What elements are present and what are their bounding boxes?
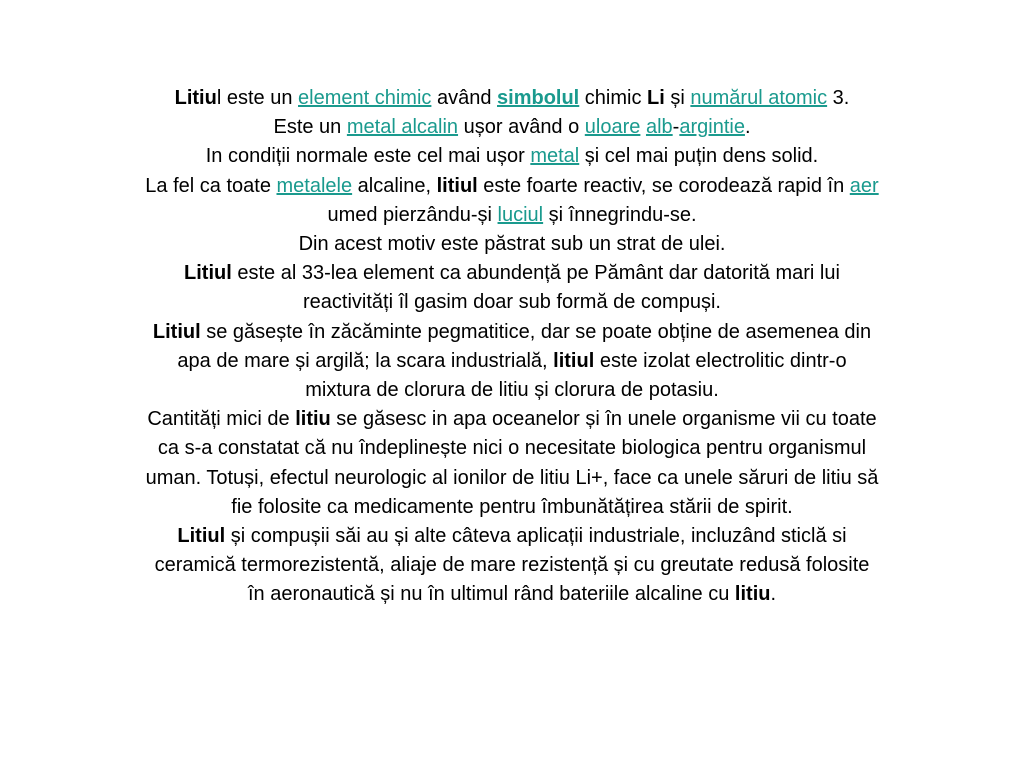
- text-segment: ca s-a constatat că nu îndeplinește nici o necesitate biologica pentru organismul: [157, 437, 867, 460]
- text-segment: ușor având o: [458, 116, 585, 139]
- hyperlink-metal-alcalin[interactable]: metal alcalin: [346, 116, 459, 139]
- hyperlink-metalele[interactable]: metalele: [276, 174, 353, 197]
- text-segment: .: [770, 583, 777, 606]
- bold-term: Litiul: [177, 525, 226, 548]
- bold-term: Li: [647, 87, 665, 109]
- hyperlink-uloare[interactable]: uloare: [584, 116, 641, 139]
- hyperlink-argintie[interactable]: argintie: [679, 116, 745, 139]
- bold-term: Litiul: [184, 262, 232, 285]
- text-segment: este foarte reactiv, se corodează rapid în: [477, 174, 850, 197]
- text-segment: chimic: [579, 87, 648, 109]
- bold-term: litiul: [553, 349, 595, 372]
- text-line: [30, 172, 994, 201]
- hyperlink-element-chimic[interactable]: element chimic: [298, 87, 432, 109]
- text-segment: La fel ca toate: [145, 174, 277, 197]
- text-line: [30, 201, 994, 230]
- bold-term: litiu: [734, 583, 771, 606]
- text-line: [30, 376, 994, 405]
- text-line: [30, 230, 994, 259]
- text-segment: In condiții normale este cel mai ușor: [205, 145, 531, 168]
- text-segment: fie folosite ca medicamente pentru îmbunătățirea stării de spirit.: [231, 495, 793, 518]
- text-segment: uman. Totuși, efectul neurologic al ionilor de litiu Li+, face ca unele săruri de litiu să: [145, 466, 879, 489]
- bold-term: Litiu: [174, 87, 217, 109]
- hyperlink-luciul[interactable]: luciul: [497, 203, 544, 226]
- text-line: [30, 288, 994, 317]
- hyperlink-simbolul[interactable]: simbolul: [497, 87, 580, 109]
- text-line: [30, 405, 994, 434]
- text-segment: se găsesc in apa oceanelor și în unele organisme vii cu toate: [330, 408, 877, 431]
- text-line: [30, 259, 994, 288]
- text-segment: și cel mai puțin dens solid.: [579, 145, 819, 168]
- text-segment: alcaline,: [352, 174, 437, 197]
- text-line: [30, 84, 994, 113]
- text-line: [30, 113, 994, 142]
- text-segment: l este un: [216, 87, 299, 109]
- bold-term: litiu: [295, 408, 331, 431]
- text-line: [30, 142, 994, 171]
- text-segment: .: [744, 116, 751, 139]
- text-segment: și compușii săi au și alte câteva aplicații industriale, incluzând sticlă si: [225, 525, 847, 548]
- hyperlink-aer[interactable]: aer: [849, 174, 879, 197]
- text-segment: în aeronautică și nu în ultimul rând bateriile alcaline cu: [247, 583, 735, 606]
- text-segment: Este un: [273, 116, 347, 139]
- text-segment: umed pierzându-și: [327, 203, 498, 226]
- text-segment: 3.: [827, 87, 850, 109]
- text-line: [30, 493, 994, 522]
- text-line: [30, 318, 994, 347]
- hyperlink-alb[interactable]: alb: [645, 116, 673, 139]
- text-segment: și: [664, 87, 691, 109]
- text-segment: ceramică termorezistentă, aliaje de mare rezistență și cu greutate redusă folosite: [154, 554, 870, 577]
- text-segment: reactivități îl gasim doar sub formă de compuși.: [303, 291, 721, 314]
- text-segment: se găsește în zăcăminte pegmatitice, dar se poate obține de asemenea din: [200, 320, 872, 343]
- text-line: [30, 580, 994, 609]
- text-segment: Cantități mici de: [147, 408, 296, 431]
- text-line: [30, 551, 994, 580]
- bold-term: litiul: [436, 174, 478, 197]
- text-segment: și înnegrindu-se.: [543, 203, 697, 226]
- text-segment: având: [431, 87, 498, 109]
- text-line: [30, 522, 994, 551]
- text-segment: apa de mare și argilă; la scara industrială,: [177, 349, 554, 372]
- hyperlink-metal[interactable]: metal: [530, 145, 580, 168]
- text-segment: este al 33-lea element ca abundență pe Pământ dar datorită mari lui: [231, 262, 840, 285]
- text-segment: este izolat electrolitic dintr-o: [594, 349, 847, 372]
- text-segment: Din acest motiv este păstrat sub un strat de ulei.: [298, 233, 726, 256]
- bold-term: Litiul: [152, 320, 201, 343]
- hyperlink-numărul-atomic[interactable]: numărul atomic: [690, 87, 828, 109]
- slide-text-body: [30, 84, 994, 610]
- text-segment: mixtura de clorura de litiu și clorura de potasiu.: [305, 379, 719, 402]
- text-segment: -: [672, 116, 680, 139]
- text-line: [30, 464, 994, 493]
- text-line: [30, 347, 994, 376]
- text-line: [30, 434, 994, 463]
